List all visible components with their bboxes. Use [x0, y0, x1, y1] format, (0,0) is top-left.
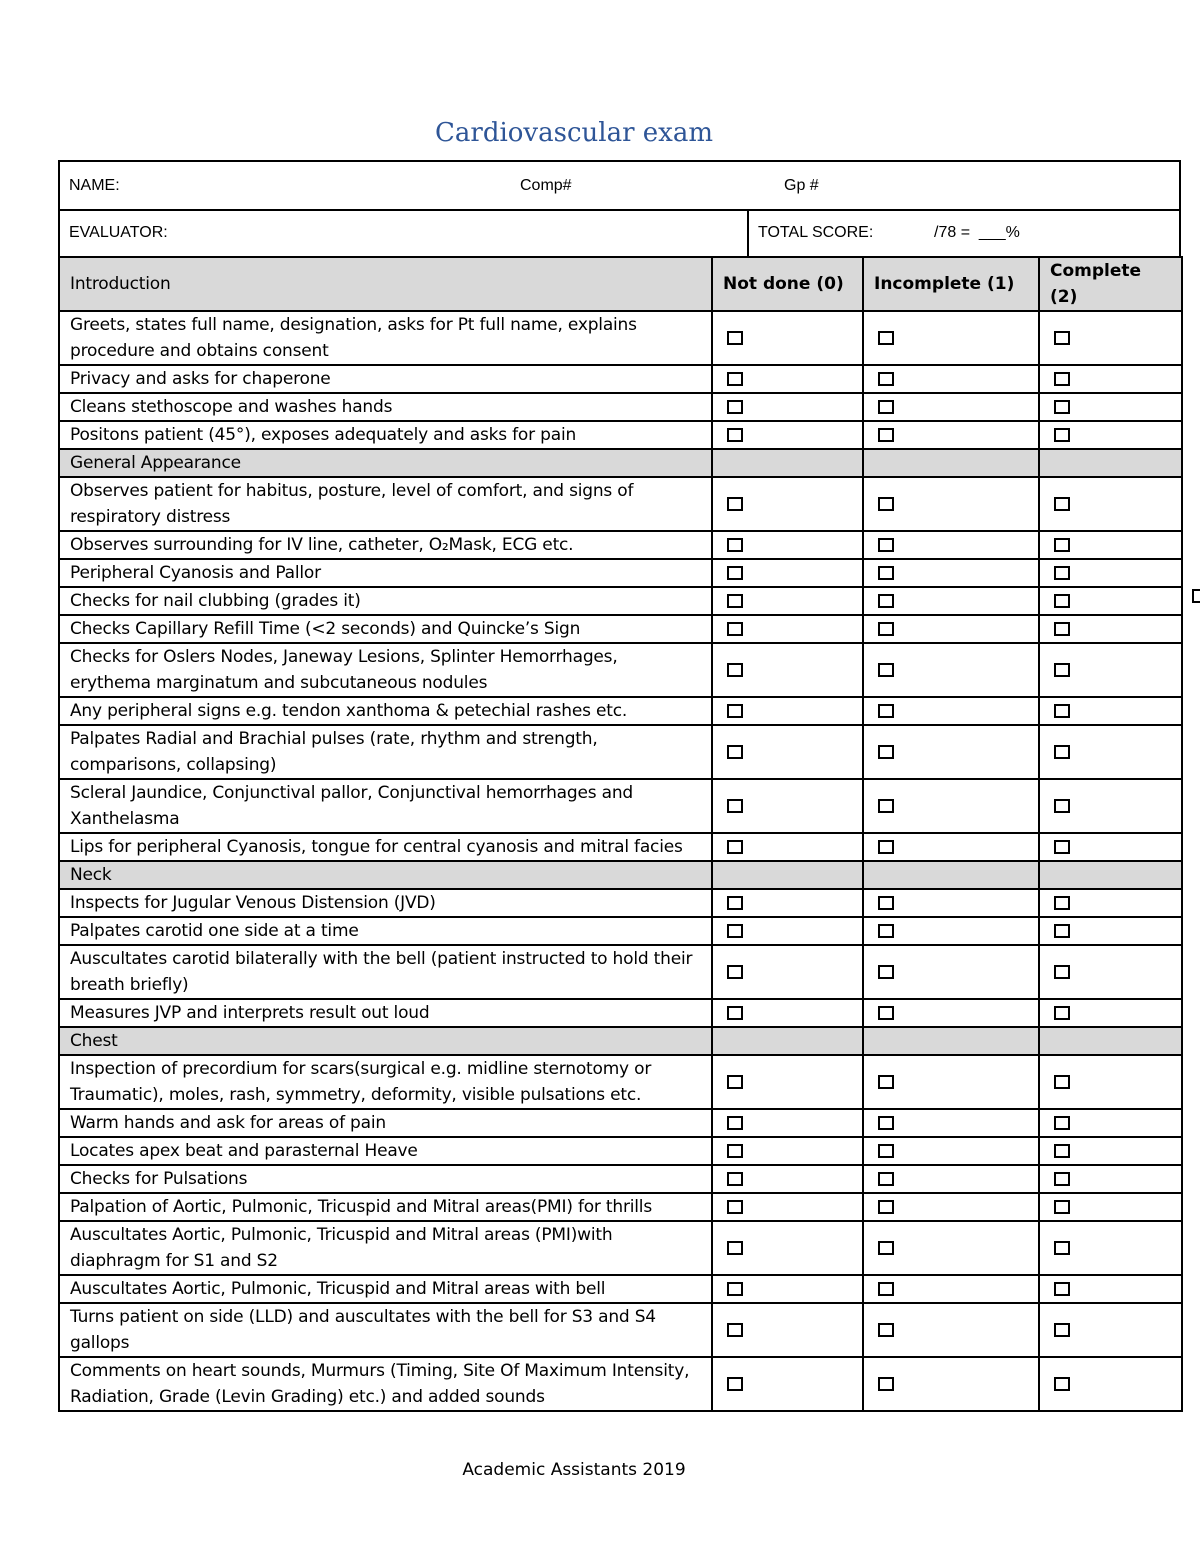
checkbox-incomplete[interactable] — [878, 965, 894, 979]
section-title: Neck — [59, 861, 712, 889]
checkbox-complete[interactable] — [1054, 965, 1070, 979]
score-cell-complete — [1039, 587, 1182, 615]
checkbox-not-done[interactable] — [727, 1075, 743, 1089]
score-cell-incomplete — [863, 531, 1039, 559]
criterion-text: Checks for Oslers Nodes, Janeway Lesions, Splinter Hemorrhages, erythema marginatum and subcutaneous nodules — [59, 643, 712, 697]
total-score-label: TOTAL SCORE: — [758, 224, 874, 241]
checklist-row — [59, 889, 1182, 917]
score-cell-incomplete — [863, 643, 1039, 697]
checklist-row — [59, 477, 1182, 531]
checkbox-complete[interactable] — [1054, 538, 1070, 552]
checkbox-complete[interactable] — [1054, 799, 1070, 813]
score-cell-incomplete — [863, 1357, 1039, 1411]
checkbox-not-done[interactable] — [727, 1116, 743, 1130]
checkbox-not-done[interactable] — [727, 622, 743, 636]
checkbox-incomplete[interactable] — [878, 1006, 894, 1020]
column-header: Not done (0) — [712, 257, 863, 311]
section-title: Chest — [59, 1027, 712, 1055]
score-cell-incomplete — [863, 365, 1039, 393]
score-cell-not-done — [712, 779, 863, 833]
checklist-row — [59, 917, 1182, 945]
score-cell-incomplete — [863, 1303, 1039, 1357]
checkbox-incomplete[interactable] — [878, 1144, 894, 1158]
checkbox-complete[interactable] — [1054, 1172, 1070, 1186]
checkbox-incomplete[interactable] — [878, 924, 894, 938]
checkbox-incomplete[interactable] — [878, 1241, 894, 1255]
section-blank-cell — [712, 1027, 863, 1055]
checkbox-complete[interactable] — [1054, 1241, 1070, 1255]
checkbox-incomplete[interactable] — [878, 497, 894, 511]
section-blank-cell — [863, 1027, 1039, 1055]
score-cell-not-done — [712, 643, 863, 697]
checkbox-not-done[interactable] — [727, 924, 743, 938]
score-cell-complete — [1039, 1193, 1182, 1221]
section-header-row — [59, 449, 1182, 477]
criterion-text: Auscultates carotid bilaterally with the bell (patient instructed to hold their breath briefly) — [59, 945, 712, 999]
checkbox-complete[interactable] — [1054, 663, 1070, 677]
score-cell-not-done — [712, 615, 863, 643]
criterion-text: Inspects for Jugular Venous Distension (JVD) — [59, 889, 712, 917]
checklist-row — [59, 531, 1182, 559]
criterion-text: Comments on heart sounds, Murmurs (Timing, Site Of Maximum Intensity, Radiation, Grade (Levin Grading) etc.) and added sounds — [59, 1357, 712, 1411]
checklist-row — [59, 1137, 1182, 1165]
score-cell-not-done — [712, 393, 863, 421]
score-cell-incomplete — [863, 615, 1039, 643]
score-cell-not-done — [712, 889, 863, 917]
checkbox-not-done[interactable] — [727, 428, 743, 442]
checkbox-not-done[interactable] — [727, 896, 743, 910]
score-cell-complete — [1039, 393, 1182, 421]
checklist-row — [59, 779, 1182, 833]
score-cell-complete — [1039, 531, 1182, 559]
checkbox-incomplete[interactable] — [878, 400, 894, 414]
score-cell-complete — [1039, 999, 1182, 1027]
total-score-box — [747, 209, 1181, 258]
score-cell-not-done — [712, 1165, 863, 1193]
score-cell-not-done — [712, 1137, 863, 1165]
name-label: NAME: — [69, 177, 120, 194]
score-cell-complete — [1039, 1357, 1182, 1411]
checkbox-complete[interactable] — [1054, 1006, 1070, 1020]
section-blank-cell — [1039, 861, 1182, 889]
checkbox-complete[interactable] — [1054, 497, 1070, 511]
checkbox-complete[interactable] — [1054, 622, 1070, 636]
checklist-row — [59, 1055, 1182, 1109]
criterion-text: Checks for Pulsations — [59, 1165, 712, 1193]
score-cell-complete — [1039, 945, 1182, 999]
checkbox-not-done[interactable] — [727, 331, 743, 345]
checkbox-incomplete[interactable] — [878, 331, 894, 345]
checklist-row — [59, 643, 1182, 697]
checkbox-not-done[interactable] — [727, 400, 743, 414]
score-cell-complete — [1039, 477, 1182, 531]
column-header: Incomplete (1) — [863, 257, 1039, 311]
score-cell-incomplete — [863, 1193, 1039, 1221]
checkbox-incomplete[interactable] — [878, 1377, 894, 1391]
criterion-text: Locates apex beat and parasternal Heave — [59, 1137, 712, 1165]
checkbox-incomplete[interactable] — [878, 622, 894, 636]
score-cell-complete — [1039, 1109, 1182, 1137]
checkbox-not-done[interactable] — [727, 1172, 743, 1186]
score-cell-not-done — [712, 833, 863, 861]
score-cell-not-done — [712, 1055, 863, 1109]
checkbox-complete[interactable] — [1054, 331, 1070, 345]
score-cell-incomplete — [863, 1221, 1039, 1275]
checkbox-complete[interactable] — [1054, 566, 1070, 580]
section-blank-cell — [712, 449, 863, 477]
checkbox-incomplete[interactable] — [878, 538, 894, 552]
evaluator-row — [58, 209, 749, 258]
checklist-table — [58, 256, 1183, 1412]
checkbox-not-done[interactable] — [727, 594, 743, 608]
checklist-row — [59, 999, 1182, 1027]
score-cell-not-done — [712, 1275, 863, 1303]
checkbox-not-done[interactable] — [727, 1241, 743, 1255]
score-cell-incomplete — [863, 311, 1039, 365]
score-cell-not-done — [712, 999, 863, 1027]
checkbox-incomplete[interactable] — [878, 1172, 894, 1186]
checkbox-not-done[interactable] — [727, 538, 743, 552]
criterion-text: Any peripheral signs e.g. tendon xanthoma & petechial rashes etc. — [59, 697, 712, 725]
score-cell-complete — [1039, 697, 1182, 725]
section-title: Introduction — [59, 257, 712, 311]
checklist-row — [59, 311, 1182, 365]
criterion-text: Greets, states full name, designation, asks for Pt full name, explains procedure and obtains consent — [59, 311, 712, 365]
checkbox-not-done[interactable] — [727, 840, 743, 854]
checkbox-complete[interactable] — [1054, 924, 1070, 938]
score-cell-incomplete — [863, 725, 1039, 779]
checkbox-complete[interactable] — [1054, 1144, 1070, 1158]
score-cell-not-done — [712, 587, 863, 615]
page-title: Cardiovascular exam — [435, 118, 713, 148]
checkbox-complete[interactable] — [1054, 400, 1070, 414]
score-cell-complete — [1039, 889, 1182, 917]
score-cell-complete — [1039, 1221, 1182, 1275]
score-cell-complete — [1039, 643, 1182, 697]
checkbox-complete[interactable] — [1054, 1377, 1070, 1391]
checkbox-not-done[interactable] — [727, 965, 743, 979]
score-cell-complete — [1039, 421, 1182, 449]
checkbox-not-done[interactable] — [727, 1323, 743, 1337]
checkbox-complete[interactable] — [1054, 1116, 1070, 1130]
score-cell-incomplete — [863, 1137, 1039, 1165]
score-cell-not-done — [712, 421, 863, 449]
checkbox-incomplete[interactable] — [878, 840, 894, 854]
checkbox-not-done[interactable] — [727, 663, 743, 677]
score-cell-incomplete — [863, 697, 1039, 725]
criterion-text: Cleans stethoscope and washes hands — [59, 393, 712, 421]
score-cell-not-done — [712, 477, 863, 531]
checkbox-incomplete[interactable] — [878, 1323, 894, 1337]
checkbox-incomplete[interactable] — [878, 745, 894, 759]
score-cell-complete — [1039, 725, 1182, 779]
checkbox-not-done[interactable] — [727, 1377, 743, 1391]
score-cell-not-done — [712, 1193, 863, 1221]
checklist-row — [59, 1275, 1182, 1303]
score-cell-complete — [1039, 1137, 1182, 1165]
checkbox-complete[interactable] — [1054, 745, 1070, 759]
score-cell-not-done — [712, 697, 863, 725]
checklist-row — [59, 1357, 1182, 1411]
checkbox-not-done[interactable] — [727, 1282, 743, 1296]
checkbox-complete[interactable] — [1054, 428, 1070, 442]
checkbox-incomplete[interactable] — [878, 428, 894, 442]
score-cell-incomplete — [863, 559, 1039, 587]
checkbox-incomplete[interactable] — [878, 1075, 894, 1089]
checkbox-incomplete[interactable] — [878, 704, 894, 718]
score-cell-not-done — [712, 1357, 863, 1411]
score-cell-incomplete — [863, 421, 1039, 449]
criterion-text: Warm hands and ask for areas of pain — [59, 1109, 712, 1137]
checkbox-incomplete[interactable] — [878, 594, 894, 608]
score-cell-incomplete — [863, 1275, 1039, 1303]
checkbox-incomplete[interactable] — [878, 663, 894, 677]
checklist-row — [59, 945, 1182, 999]
checkbox-not-done[interactable] — [727, 566, 743, 580]
checklist-row — [59, 1221, 1182, 1275]
checkbox-incomplete[interactable] — [878, 896, 894, 910]
checkbox-not-done[interactable] — [727, 1006, 743, 1020]
criterion-text: Palpation of Aortic, Pulmonic, Tricuspid and Mitral areas(PMI) for thrills — [59, 1193, 712, 1221]
score-cell-incomplete — [863, 917, 1039, 945]
score-cell-complete — [1039, 615, 1182, 643]
checkbox-not-done[interactable] — [727, 704, 743, 718]
score-cell-not-done — [712, 917, 863, 945]
score-cell-not-done — [712, 559, 863, 587]
checklist-row — [59, 393, 1182, 421]
score-cell-incomplete — [863, 477, 1039, 531]
score-cell-not-done — [712, 945, 863, 999]
checklist-row — [59, 365, 1182, 393]
score-cell-complete — [1039, 917, 1182, 945]
score-cell-incomplete — [863, 999, 1039, 1027]
criterion-text: Palpates carotid one side at a time — [59, 917, 712, 945]
checklist-row — [59, 615, 1182, 643]
checkbox-complete[interactable] — [1054, 1323, 1070, 1337]
checklist-row — [59, 587, 1182, 615]
checklist-row — [59, 697, 1182, 725]
checkbox-complete[interactable] — [1054, 704, 1070, 718]
page-footer: Academic Assistants 2019 — [462, 1460, 686, 1480]
checklist-row — [59, 1193, 1182, 1221]
score-cell-incomplete — [863, 945, 1039, 999]
section-header-row — [59, 257, 1182, 311]
score-cell-complete — [1039, 1165, 1182, 1193]
score-cell-complete — [1039, 779, 1182, 833]
checkbox-not-done[interactable] — [727, 1144, 743, 1158]
score-cell-not-done — [712, 1109, 863, 1137]
checkbox-not-done[interactable] — [727, 745, 743, 759]
criterion-text: Auscultates Aortic, Pulmonic, Tricuspid and Mitral areas with bell — [59, 1275, 712, 1303]
criterion-text: Lips for peripheral Cyanosis, tongue for central cyanosis and mitral facies — [59, 833, 712, 861]
criterion-text: Inspection of precordium for scars(surgical e.g. midline sternotomy or Traumatic), moles, rash, symmetry, deformity, visible pulsations etc. — [59, 1055, 712, 1109]
checkbox-incomplete[interactable] — [878, 566, 894, 580]
score-cell-not-done — [712, 1221, 863, 1275]
checkbox-incomplete[interactable] — [878, 1200, 894, 1214]
checklist-row — [59, 559, 1182, 587]
checklist-row — [59, 421, 1182, 449]
criterion-text: Checks for nail clubbing (grades it) — [59, 587, 712, 615]
checklist-row — [59, 1303, 1182, 1357]
checkbox-incomplete[interactable] — [878, 372, 894, 386]
checkbox-incomplete[interactable] — [878, 1116, 894, 1130]
total-score-value: /78 = ___% — [934, 224, 1020, 241]
score-cell-not-done — [712, 725, 863, 779]
checkbox-complete[interactable] — [1054, 594, 1070, 608]
score-cell-incomplete — [863, 779, 1039, 833]
checkbox-not-done[interactable] — [727, 497, 743, 511]
checkbox-not-done[interactable] — [727, 799, 743, 813]
checkbox-complete[interactable] — [1054, 1282, 1070, 1296]
score-cell-incomplete — [863, 393, 1039, 421]
gp-label: Gp # — [784, 177, 819, 194]
score-cell-complete — [1039, 311, 1182, 365]
checklist-row — [59, 833, 1182, 861]
criterion-text: Checks Capillary Refill Time (<2 seconds) and Quincke’s Sign — [59, 615, 712, 643]
score-cell-complete — [1039, 1303, 1182, 1357]
criterion-text: Positons patient (45°), exposes adequately and asks for pain — [59, 421, 712, 449]
score-cell-not-done — [712, 1303, 863, 1357]
score-cell-complete — [1039, 365, 1182, 393]
checkbox-complete[interactable] — [1054, 372, 1070, 386]
criterion-text: Peripheral Cyanosis and Pallor — [59, 559, 712, 587]
name-row — [58, 160, 1181, 211]
section-blank-cell — [712, 861, 863, 889]
column-header: Complete (2) — [1039, 257, 1182, 311]
score-cell-not-done — [712, 531, 863, 559]
criterion-text: Measures JVP and interprets result out loud — [59, 999, 712, 1027]
section-blank-cell — [863, 861, 1039, 889]
criterion-text: Palpates Radial and Brachial pulses (rate, rhythm and strength, comparisons, collapsing) — [59, 725, 712, 779]
checklist-row — [59, 1165, 1182, 1193]
score-cell-not-done — [712, 365, 863, 393]
checkbox-complete[interactable] — [1054, 896, 1070, 910]
section-header-row — [59, 1027, 1182, 1055]
score-cell-incomplete — [863, 833, 1039, 861]
criterion-text: Scleral Jaundice, Conjunctival pallor, Conjunctival hemorrhages and Xanthelasma — [59, 779, 712, 833]
score-cell-incomplete — [863, 1165, 1039, 1193]
section-header-row — [59, 861, 1182, 889]
checkbox-complete[interactable] — [1054, 1075, 1070, 1089]
criterion-text: Privacy and asks for chaperone — [59, 365, 712, 393]
score-cell-incomplete — [863, 587, 1039, 615]
score-cell-complete — [1039, 833, 1182, 861]
checkbox-complete[interactable] — [1054, 840, 1070, 854]
score-cell-incomplete — [863, 1109, 1039, 1137]
score-cell-incomplete — [863, 1055, 1039, 1109]
section-title: General Appearance — [59, 449, 712, 477]
score-cell-complete — [1039, 1275, 1182, 1303]
comp-label: Comp# — [520, 177, 572, 194]
section-blank-cell — [1039, 1027, 1182, 1055]
criterion-text: Observes patient for habitus, posture, level of comfort, and signs of respiratory distress — [59, 477, 712, 531]
stray-checkbox-icon — [1192, 589, 1200, 603]
section-blank-cell — [863, 449, 1039, 477]
criterion-text: Auscultates Aortic, Pulmonic, Tricuspid and Mitral areas (PMI)with diaphragm for S1 and S2 — [59, 1221, 712, 1275]
checkbox-incomplete[interactable] — [878, 799, 894, 813]
checkbox-not-done[interactable] — [727, 1200, 743, 1214]
score-cell-complete — [1039, 559, 1182, 587]
checklist-row — [59, 1109, 1182, 1137]
score-cell-incomplete — [863, 889, 1039, 917]
section-blank-cell — [1039, 449, 1182, 477]
checkbox-incomplete[interactable] — [878, 1282, 894, 1296]
checklist-row — [59, 725, 1182, 779]
evaluator-label: EVALUATOR: — [69, 224, 168, 241]
checkbox-complete[interactable] — [1054, 1200, 1070, 1214]
criterion-text: Turns patient on side (LLD) and auscultates with the bell for S3 and S4 gallops — [59, 1303, 712, 1357]
criterion-text: Observes surrounding for IV line, catheter, O₂Mask, ECG etc. — [59, 531, 712, 559]
checkbox-not-done[interactable] — [727, 372, 743, 386]
score-cell-complete — [1039, 1055, 1182, 1109]
score-cell-not-done — [712, 311, 863, 365]
